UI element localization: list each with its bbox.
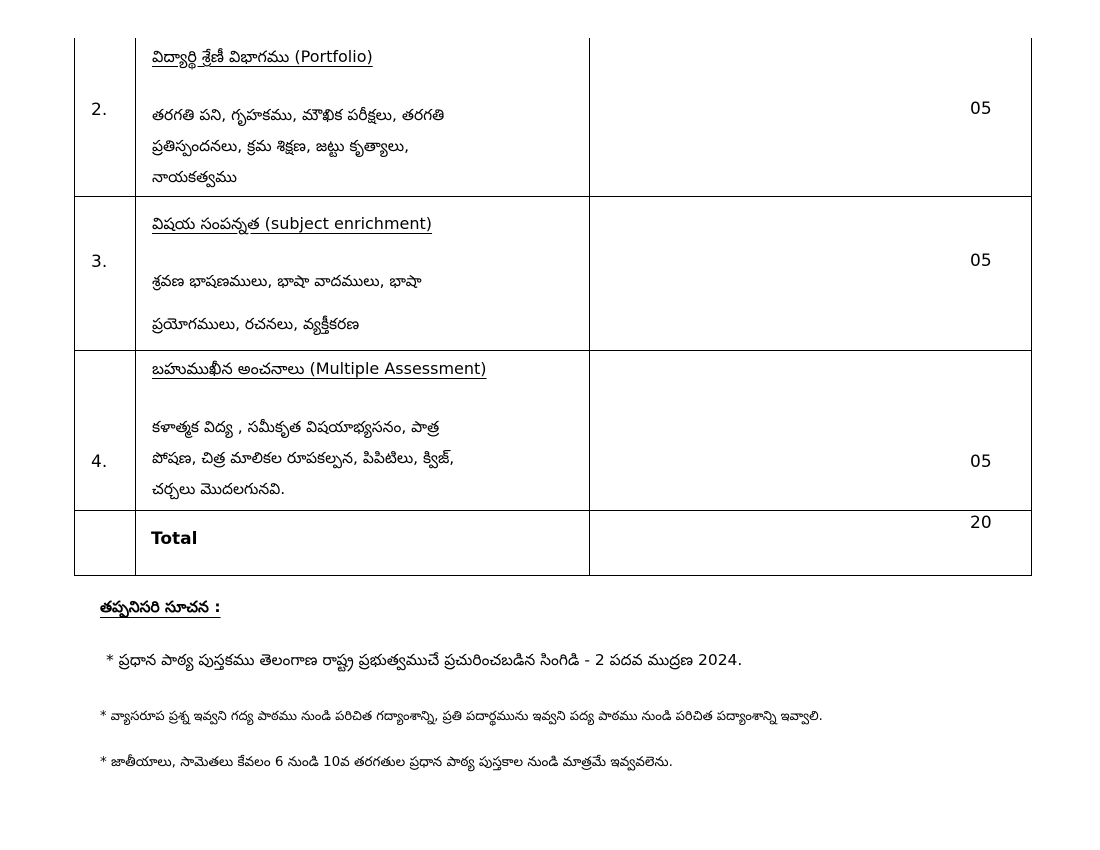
- row-marks: 05: [970, 99, 992, 119]
- row-marks: 05: [970, 452, 992, 472]
- description-line: తరగతి పని, గృహకము, మౌఖిక పరీక్షలు, తరగతి: [152, 106, 445, 124]
- table-border-bottom: [74, 575, 1032, 576]
- description-line: నాయకత్వము: [152, 168, 237, 186]
- notes-title: తప్పనిసరి సూచన :: [100, 598, 221, 616]
- note-item: * ప్రధాన పాఠ్య పుస్తకము తెలంగాణ రాష్ట్ర ప్రభుత్వముచే ప్రచురించబడిన సింగిడి - 2 పదవ ముద్రణ 2024.: [106, 651, 743, 669]
- row-description: [152, 260, 422, 346]
- row-number: 2.: [91, 100, 108, 120]
- row-description: [152, 412, 454, 505]
- description-line: శ్రవణ భాషణములు, భాషా వాదములు, భాషా: [152, 272, 422, 290]
- row-number: 4.: [91, 452, 108, 472]
- table-border-right: [1031, 38, 1032, 576]
- row-divider: [74, 510, 1032, 511]
- row-heading: బహుముఖీన అంచనాలు (Multiple Assessment): [152, 359, 487, 378]
- table-border-col1: [135, 38, 136, 576]
- row-divider: [74, 196, 1032, 197]
- description-line: ప్రయోగములు, రచనలు, వ్యక్తీకరణ: [152, 315, 360, 333]
- row-divider: [74, 350, 1032, 351]
- marks-table: [74, 38, 1032, 576]
- row-heading: విషయ సంపన్నత (subject enrichment): [152, 214, 433, 233]
- row-number: 3.: [91, 252, 108, 272]
- table-border-col2: [589, 38, 590, 576]
- description-line: పోషణ, చిత్ర మాలికల రూపకల్పన, పిపిటిలు, క్విజ్,: [152, 449, 455, 467]
- total-marks: 20: [970, 513, 992, 533]
- description-line: ప్రతిస్పందనలు, క్రమ శిక్షణ, జట్టు కృత్యాలు,: [152, 137, 410, 155]
- description-line: కళాత్మక విద్య , సమీకృత విషయాభ్యసనం, పాత్ర: [152, 418, 440, 436]
- row-marks: 05: [970, 251, 992, 271]
- row-heading: విద్యార్థి శ్రేణీ విభాగము (Portfolio): [152, 47, 373, 66]
- row-description: [152, 100, 444, 193]
- description-line: చర్చలు మొదలగునవి.: [152, 480, 286, 498]
- table-border-left: [74, 38, 75, 576]
- total-label: Total: [151, 529, 198, 549]
- note-item: * జాతీయాలు, సామెతలు కేవలం 6 నుండి 10వ తరగతుల ప్రధాన పాఠ్య పుస్తకాల నుండి మాత్రమే ఇవ్వవలెను.: [100, 754, 673, 770]
- note-item: * వ్యాసరూప ప్రశ్న ఇవ్వని గద్య పాఠము నుండి పరిచిత గద్యాంశాన్ని, ప్రతి పదార్థమును ఇవ్వని పద్య పాఠము నుండి పరిచిత పద్యాంశాన్ని ఇవ్వాలి.: [100, 709, 823, 724]
